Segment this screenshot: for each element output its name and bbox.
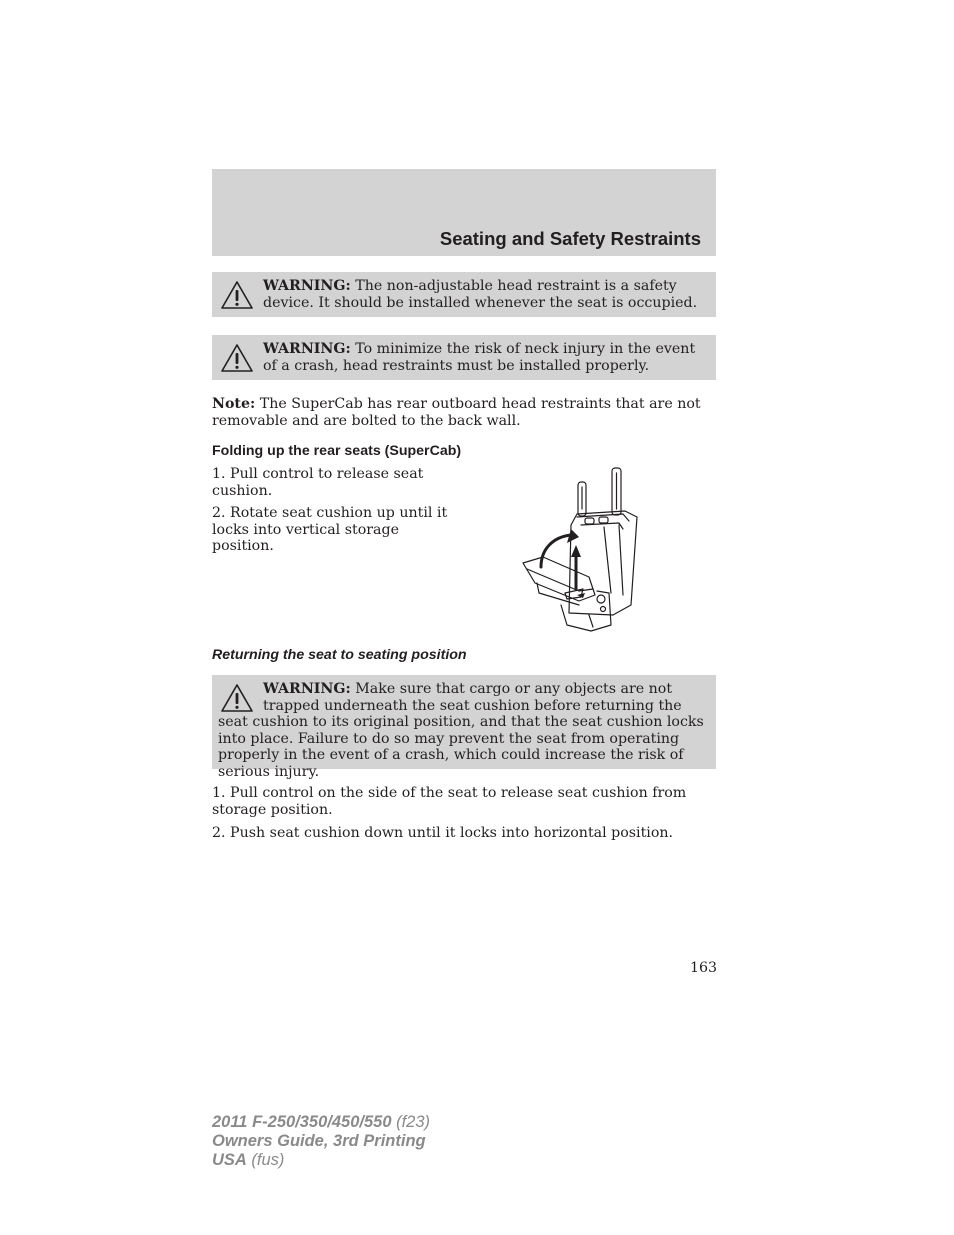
footer-line-2: Owners Guide, 3rd Printing [212,1132,426,1150]
warning-triangle-icon [220,342,254,374]
note-label: Note: [212,396,256,412]
section-title: Seating and Safety Restraints [439,228,701,249]
footer-model: 2011 F-250/350/450/550 [212,1113,392,1131]
note-text: The SuperCab has rear outboard head restraints that are not removable and are bolted to the back wall. [212,396,701,429]
folding-step-1: 1. Pull control to release seat cushion. [212,466,424,499]
returning-step-1: 1. Pull control on the side of the seat to release seat cushion from storage position. [212,785,687,818]
rear-seat-fold-illustration [519,465,643,633]
warning-box-neck-injury [212,335,716,380]
returning-heading: Returning the seat to seating position [212,647,467,663]
footer-market: USA [212,1151,247,1169]
warning-triangle-icon [220,682,254,714]
footer-model-code: (f23) [391,1113,431,1131]
warning-box-cargo [212,675,716,780]
warning-box-head-restraint [212,272,716,317]
warning-label: WARNING: [263,341,351,357]
warning-text: The non-adjustable head restraint is a safety device. It should be installed whenever the seat is occupied. [263,278,698,311]
returning-step-2: 2. Push seat cushion down until it locks into horizontal position. [212,825,674,841]
warning-triangle-icon [220,279,254,311]
folding-heading: Folding up the rear seats (SuperCab) [212,443,462,459]
footer-market-code: (fus) [246,1151,285,1169]
warning-label: WARNING: [263,681,351,697]
warning-text: Make sure that cargo or any objects are not trapped underneath the seat cushion before returning the seat cushion to its original position, and that the seat cushion locks into place. Failure to do so may prevent the seat from operating properly in the event of a crash, which could increase the risk of serious injury. [218,681,704,780]
warning-text: To minimize the risk of neck injury in the event of a crash, head restraints must be installed properly. [263,341,696,374]
folding-step-2: 2. Rotate seat cushion up until it locks into vertical storage position. [212,505,448,554]
document-footer [212,1113,430,1170]
page-number: 163 [690,960,718,976]
footer-line-1 [212,1113,430,1132]
footer-line-3 [212,1151,430,1170]
note-paragraph [212,396,716,429]
warning-label: WARNING: [263,278,351,294]
section-header-band [212,169,716,256]
